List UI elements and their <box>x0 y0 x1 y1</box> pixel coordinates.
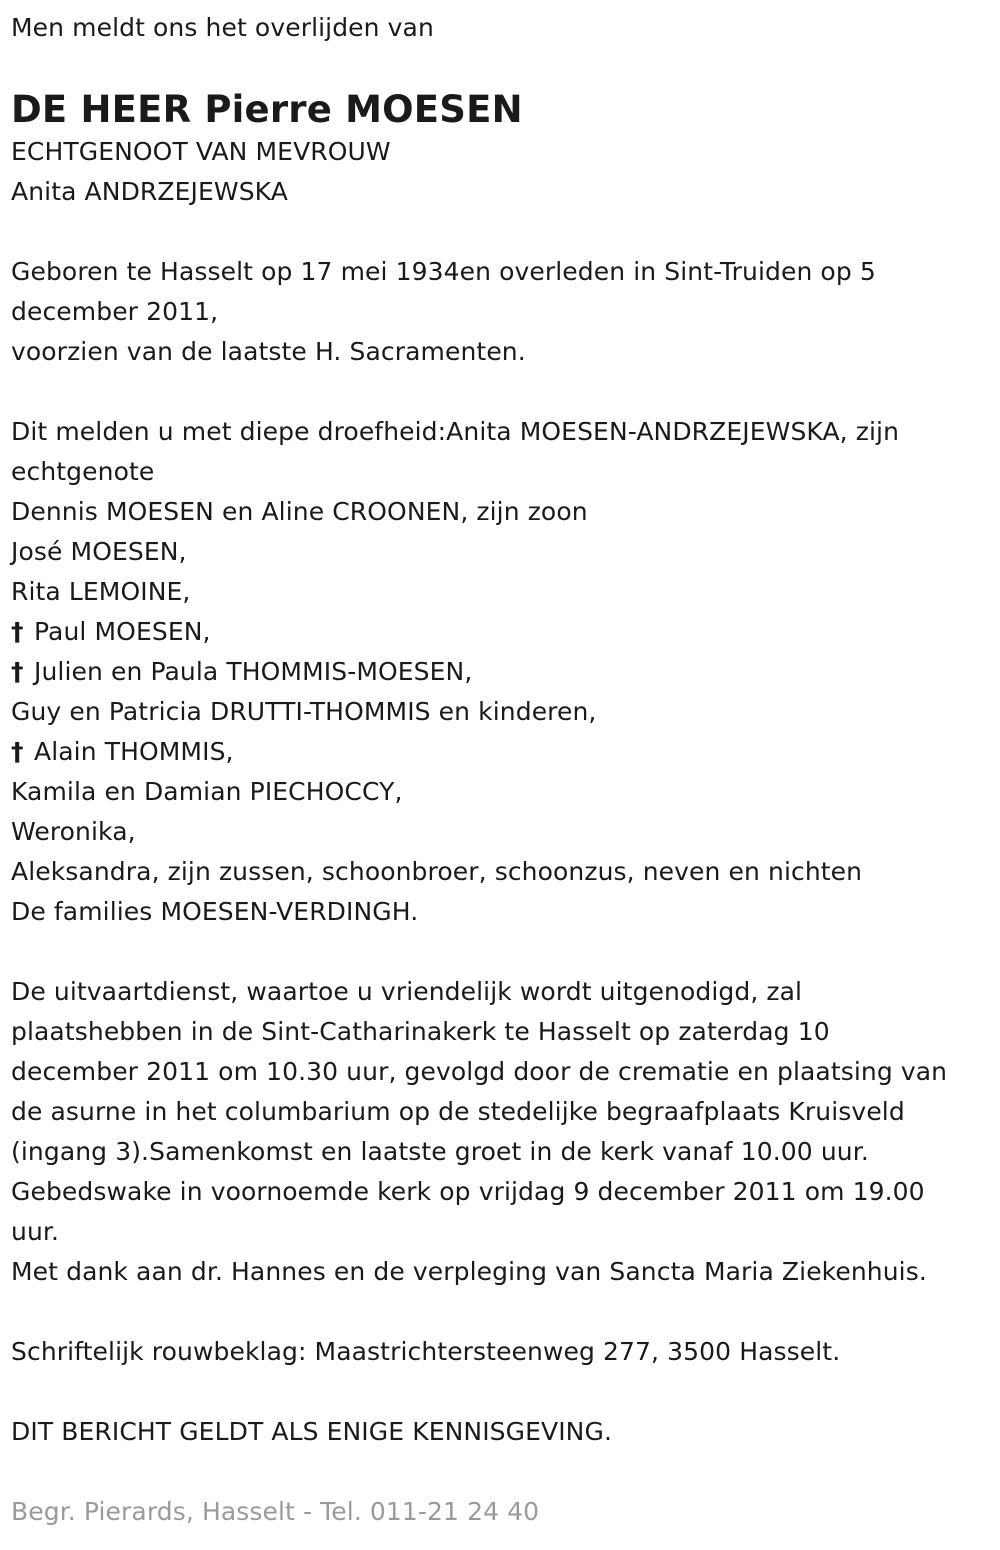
sacraments-line: voorzien van de laatste H. Sacramenten. <box>11 337 526 366</box>
family-line: Guy en Patricia DRUTTI-THOMMIS en kinderen, <box>11 697 597 726</box>
cross-icon: † <box>11 737 24 766</box>
family-line: De families MOESEN-VERDINGH. <box>11 897 419 926</box>
condolence-address: Schriftelijk rouwbeklag: Maastrichtersteenweg 277, 3500 Hasselt. <box>11 1337 841 1366</box>
notice-section <box>11 1412 990 1452</box>
family-line: José MOESEN, <box>11 537 187 566</box>
service-line: Gebedswake in voornoemde kerk op vrijdag 9 december 2011 om 19.00 <box>11 1177 925 1206</box>
service-line: De uitvaartdienst, waartoe u vriendelijk wordt uitgenodigd, zal <box>11 977 803 1006</box>
family-line: Dit melden u met diepe droefheid:Anita MOESEN-ANDRZEJEWSKA, zijn <box>11 417 900 446</box>
family-line: Rita LEMOINE, <box>11 577 191 606</box>
family-line-deceased <box>11 612 990 652</box>
family-line-text: Julien en Paula THOMMIS-MOESEN, <box>34 657 473 686</box>
family-line: Dennis MOESEN en Aline CROONEN, zijn zoon <box>11 497 588 526</box>
service-line: december 2011 om 10.30 uur, gevolgd door de crematie en plaatsing van <box>11 1057 948 1086</box>
family-line: Kamila en Damian PIECHOCCY, <box>11 777 403 806</box>
service-line: (ingang 3).Samenkomst en laatste groet in de kerk vanaf 10.00 uur. <box>11 1137 869 1166</box>
birth-death-section <box>11 252 990 372</box>
spouse-name: Anita ANDRZEJEWSKA <box>11 177 288 206</box>
cross-icon: † <box>11 657 24 686</box>
funeral-director-footer: Begr. Pierards, Hasselt - Tel. 011-21 24 40 <box>11 1497 540 1526</box>
family-line: Weronika, <box>11 817 136 846</box>
family-line-deceased <box>11 732 990 772</box>
family-line-deceased <box>11 652 990 692</box>
family-section <box>11 412 990 932</box>
family-line: Aleksandra, zijn zussen, schoonbroer, schoonzus, neven en nichten <box>11 857 863 886</box>
notice-text: DIT BERICHT GELDT ALS ENIGE KENNISGEVING. <box>11 1417 612 1446</box>
family-line: echtgenote <box>11 457 155 486</box>
service-line: plaatshebben in de Sint-Catharinakerk te Hasselt op zaterdag 10 <box>11 1017 830 1046</box>
spouse-heading: ECHTGENOOT VAN MEVROUW <box>11 137 391 166</box>
deceased-name: DE HEER Pierre MOESEN <box>11 88 523 131</box>
intro-text: Men meldt ons het overlijden van <box>11 13 434 42</box>
cross-icon: † <box>11 617 24 646</box>
service-line: Met dank aan dr. Hannes en de verpleging van Sancta Maria Ziekenhuis. <box>11 1257 927 1286</box>
family-line-text: Paul MOESEN, <box>34 617 211 646</box>
family-line-text: Alain THOMMIS, <box>34 737 234 766</box>
service-line: de asurne in het columbarium op de stedelijke begraafplaats Kruisveld <box>11 1097 905 1126</box>
service-section <box>11 972 990 1292</box>
condolence-section <box>11 1332 990 1372</box>
birth-death-line: december 2011, <box>11 297 219 326</box>
birth-death-line: Geboren te Hasselt op 17 mei 1934en overleden in Sint-Truiden op 5 <box>11 257 876 286</box>
service-line: uur. <box>11 1217 60 1246</box>
